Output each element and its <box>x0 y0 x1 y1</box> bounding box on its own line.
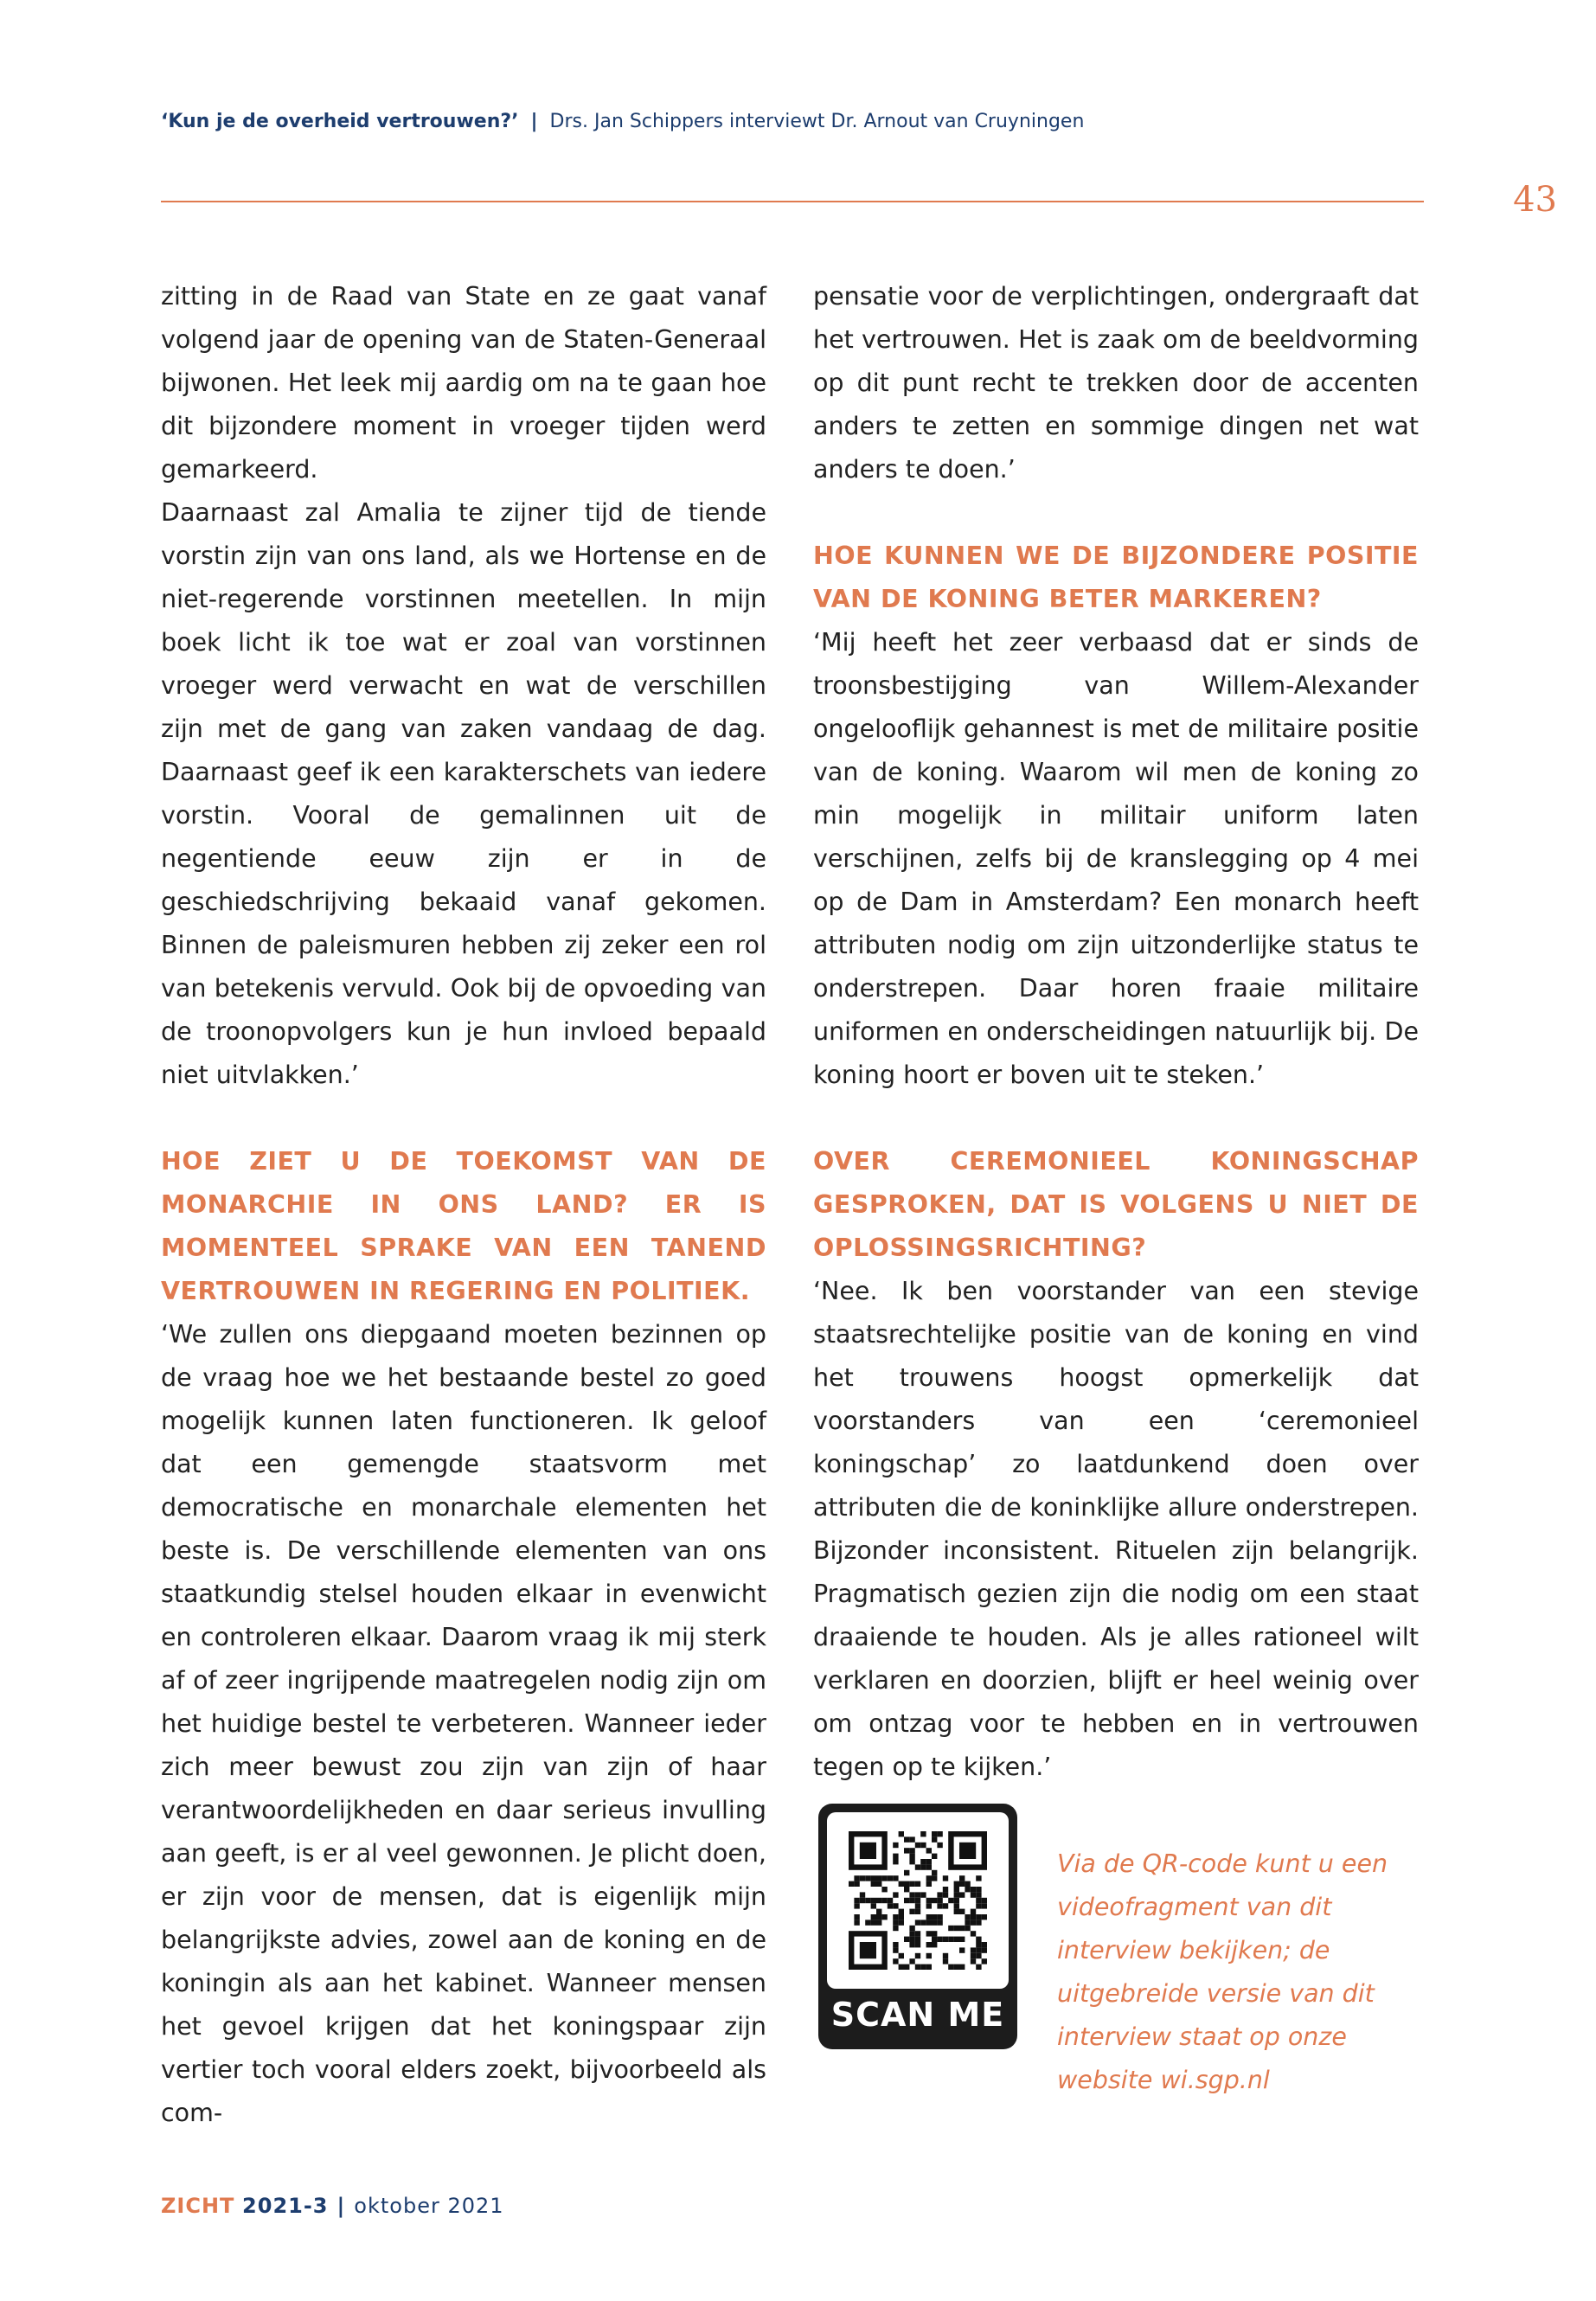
qr-code-image <box>827 1812 1009 1989</box>
right-paragraph-3: ‘Nee. Ik ben voorstander van een stevige staatsrechtelijke positie van de koning en vind het trouwens hoogst opmerkelijk dat voorstanders van een ‘ceremonieel koningschap’ zo laatdunkend doen over attributen die de koninklijke allure onderstrepen. Bijzonder inconsistent. Rituelen zijn belangrijk. Pragmatisch gezien zijn die nodig om een staat draaiende te houden. Als je alles rationeel wilt verklaren en doorzien, blijft er heel weinig over om ontzag voor te hebben en in vertrouwen tegen op te kijken.’ <box>813 1277 1419 1781</box>
footer-separator: | <box>337 2194 346 2218</box>
left-question-heading: HOE ZIET U DE TOEKOMST VAN DE MONARCHIE IN ONS LAND? ER IS MOMENTEEL SPRAKE VAN EEN TANEND VERTROUWEN IN REGERING EN POLITIEK. <box>161 1147 766 1305</box>
left-paragraph-1: zitting in de Raad van State en ze gaat vanaf volgend jaar de opening van de Staten-Generaal bijwonen. Het leek mij aardig om na te gaan hoe dit bijzondere moment in vroeger tijden werd gemarkeerd. <box>161 282 766 484</box>
header-title: ‘Kun je de overheid vertrouwen?’ <box>161 111 519 132</box>
footer-brand: ZICHT <box>161 2194 235 2218</box>
qr-caption: Via de QR-code kunt u een videofragment van dit interview bekijken; de uitgebreide versie van dit interview staat op onze website wi.sgp.nl <box>1057 1849 1388 2094</box>
qr-code-card[interactable] <box>818 1804 1017 2049</box>
scan-me-label: SCAN ME <box>830 1996 1005 2034</box>
right-paragraph-2: ‘Mij heeft het zeer verbaasd dat er sinds de troonsbestijging van Willem-Alexander ongelooflijk gehannest is met de militaire positie van de koning. Waarom wil men de koning zo min mogelijk in militair uniform laten verschijnen, zelfs bij de kranslegging op 4 mei op de Dam in Amsterdam? Een monarch heeft attributen nodig om zijn uitzonderlijke status te onderstrepen. Daar horen fraaie militaire uniformen en onderscheidingen natuurlijk bij. De koning hoort er boven uit te steken.’ <box>813 628 1419 1089</box>
left-paragraph-3: ‘We zullen ons diepgaand moeten bezinnen op de vraag hoe we het bestaande bestel zo goed mogelijk kunnen laten functioneren. Ik geloof dat een gemengde staatsvorm met democratische en monarchale elementen het beste is. De verschillende elementen van ons staatkundig stelsel houden elkaar in evenwicht en controleren elkaar. Daarom vraag ik mij sterk af of zeer ingrijpende maatregelen nodig zijn om het huidige bestel te verbeteren. Wanneer ieder zich meer bewust zou zijn van zijn of haar verantwoordelijkheden en daar serieus invulling aan geeft, is er al veel gewonnen. Je plicht doen, er zijn voor de mensen, dat is eigenlijk mijn belangrijkste advies, zowel aan de koning en de koningin als aan het kabinet. Wanneer mensen het gevoel krijgen dat het koningspaar zijn vertier toch vooral elders zoekt, bijvoorbeeld als com- <box>161 1320 766 2127</box>
page-number: 43 <box>1513 180 1557 220</box>
right-paragraph-1: pensatie voor de verplichtingen, ondergraaft dat het vertrouwen. Het is zaak om de beeldvorming op dit punt recht te trekken door de accenten anders te zetten en sommige dingen net wat anders te doen.’ <box>813 282 1419 484</box>
right-question-heading-2: OVER CEREMONIEEL KONINGSCHAP GESPROKEN, DAT IS VOLGENS U NIET DE OPLOSSINGSRICHTING? <box>813 1147 1419 1262</box>
right-column <box>813 275 1419 1789</box>
left-column <box>161 275 766 2135</box>
qr-code-icon <box>849 1831 987 1970</box>
header-separator: | <box>530 111 538 132</box>
right-question-heading-1: HOE KUNNEN WE DE BIJZONDERE POSITIE VAN DE KONING BETER MARKEREN? <box>813 542 1419 613</box>
header-subtitle: Drs. Jan Schippers interviewt Dr. Arnout van Cruyningen <box>549 111 1085 132</box>
left-paragraph-2: Daarnaast zal Amalia te zijner tijd de tiende vorstin zijn van ons land, als we Hortense en de niet-regerende vorstinnen meetellen. In mijn boek licht ik toe wat er zoal van vorstinnen vroeger werd verwacht en wat de verschillen zijn met de gang van zaken vandaag de dag. Daarnaast geef ik een karakterschets van iedere vorstin. Vooral de gemalinnen uit de negentiende eeuw zijn er in de geschiedschrijving bekaaid vanaf gekomen. Binnen de paleismuren hebben zij zeker een rol van betekenis vervuld. Ook bij de opvoeding van de troonopvolgers kun je hun invloed bepaald niet uitvlakken.’ <box>161 498 766 1089</box>
footer <box>161 2194 504 2218</box>
footer-issue: 2021-3 <box>242 2194 329 2218</box>
running-header <box>161 111 1424 132</box>
footer-date: oktober 2021 <box>354 2194 504 2218</box>
header-rule <box>161 201 1424 202</box>
